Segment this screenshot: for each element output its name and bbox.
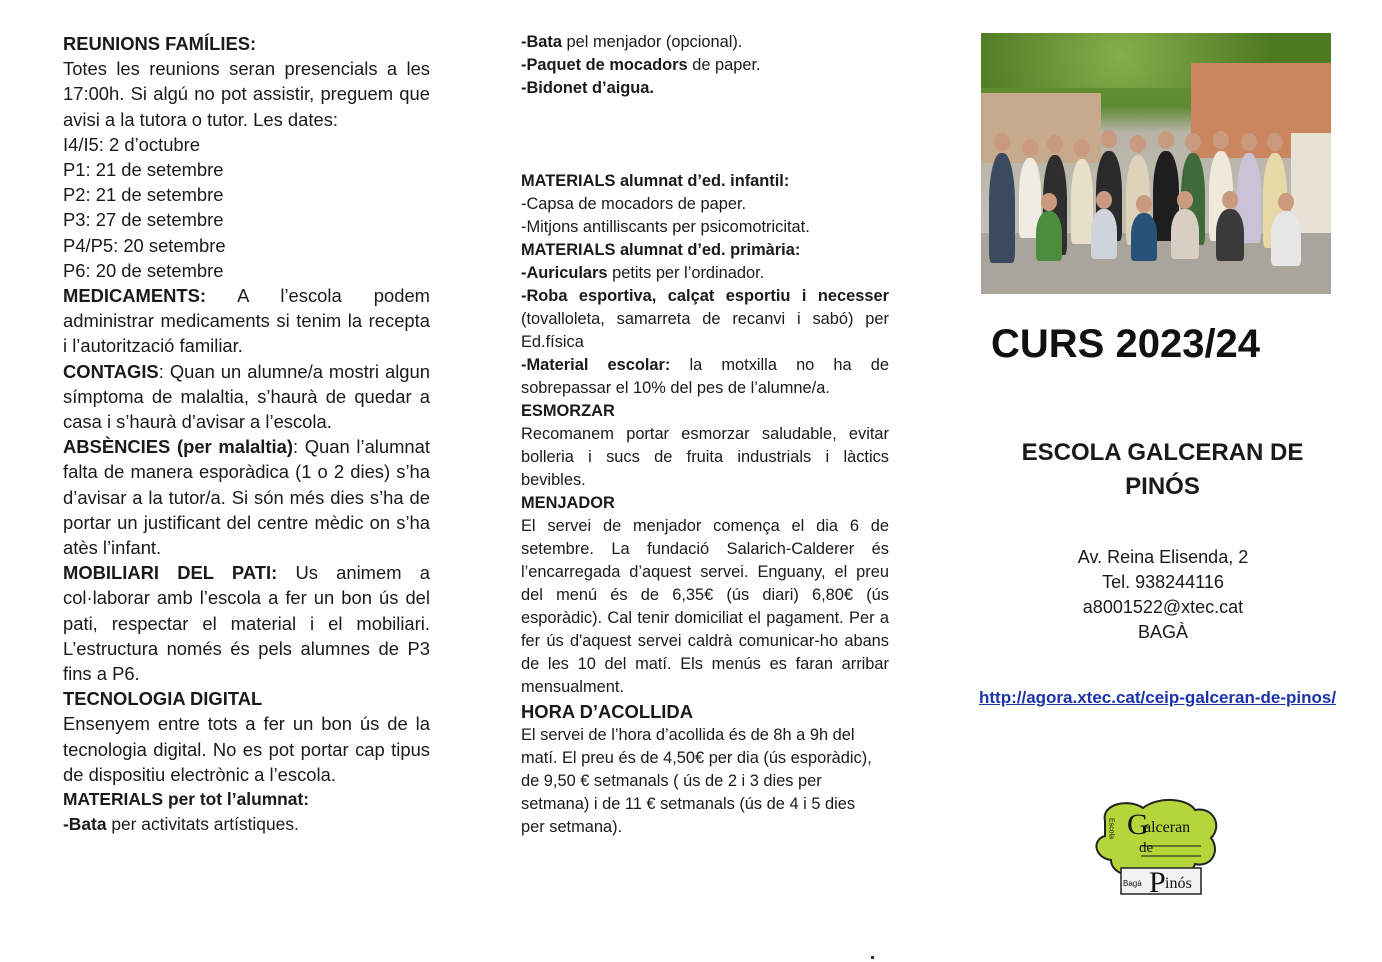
infantil-item: -Capsa de mocadors de paper. — [521, 195, 747, 213]
course-title: CURS 2023/24 — [991, 322, 1261, 366]
logo-inos: inós — [1165, 875, 1192, 892]
medicaments-text: A l’escola podem administrar medicaments si tenim la recepta i l’autorització familiar. — [63, 285, 430, 357]
menjador-title: MENJADOR — [521, 494, 615, 512]
acollida-text: El servei de l’hora d’acollida és de 8h a 9h del matí. El preu és de 4,50€ per dia (ús esporàdic), de 9,50 € setmanals ( ús de 2 i 3 dies per setmana) i de 11 € setmanals (ús de 4 i 5 dies per setmana). — [521, 726, 872, 836]
paquet-item — [521, 54, 889, 77]
bata2-text: pel menjador (opcional). — [562, 33, 743, 51]
esmorzar-title: ESMORZAR — [521, 402, 615, 420]
date-item: P6: 20 de setembre — [63, 259, 224, 281]
contact-block — [1043, 545, 1283, 645]
town: BAGÀ — [1137, 622, 1189, 642]
meeting-dates-list — [63, 132, 430, 283]
contagis-paragraph — [63, 359, 430, 435]
left-column — [63, 0, 430, 838]
roba-label: -Roba esportiva, calçat esportiu i necesser — [521, 287, 889, 305]
medicaments-paragraph — [63, 283, 430, 359]
date-item: P3: 27 de setembre — [63, 209, 224, 231]
material-escolar-text: la motxilla no ha de sobrepassar el 10% del pes de l’alumne/a. — [521, 356, 889, 397]
absencies-paragraph — [63, 434, 430, 560]
tecnologia-title: TECNOLOGIA DIGITAL — [63, 688, 263, 710]
logo-letter-p: P — [1149, 866, 1166, 899]
paquet-label: -Paquet de mocadors — [521, 56, 688, 74]
school-name: ESCOLA GALCERAN DE PINÓS — [1021, 439, 1304, 500]
absencies-title: ABSÈNCIES (per malaltia) — [63, 436, 293, 458]
mobiliari-text: Us animem a col·laborar amb l’escola a fer un bon ús del pati, respectar el material i el mobiliari. L’estructura només és pels alumnes de P3 fins a P6. — [63, 562, 430, 685]
medicaments-title: MEDICAMENTS: — [63, 285, 207, 307]
bata-label: -Bata — [63, 814, 107, 835]
logo-de: de — [1139, 840, 1154, 856]
address: Av. Reina Elisenda, 2 — [1077, 547, 1249, 567]
school-website-link[interactable]: http://agora.xtec.cat/ceip-galceran-de-pinos/ — [979, 688, 1337, 707]
email: a8001522@xtec.cat — [1082, 597, 1244, 617]
tecnologia-text: Ensenyem entre tots a fer un bon ús de la tecnologia digital. No es pot portar cap tipus de dispositiu electrònic a l’escola. — [63, 713, 430, 785]
logo-escola: Escola — [1107, 818, 1115, 840]
bata-menjador-item — [521, 31, 889, 54]
material-escolar-label: -Material escolar: — [521, 356, 671, 374]
bidonet-item: -Bidonet d’aigua. — [521, 79, 654, 97]
roba-text: (tovalloleta, samarreta de recanvi i sabó) per Ed.física — [521, 310, 889, 351]
middle-column — [521, 0, 889, 839]
paquet-text: de paper. — [687, 56, 761, 74]
reunions-text: Totes les reunions seran presencials a les 17:00h. Si algú no pot assistir, preguem que avisi a la tutora o tutor. Les dates: — [63, 58, 430, 130]
logo-letter-g: G — [1127, 808, 1149, 841]
auriculars-label: -Auriculars — [521, 264, 608, 282]
contagis-title: CONTAGIS — [63, 360, 159, 382]
material-escolar-item — [521, 354, 889, 400]
auriculars-text: petits per l’ordinador. — [607, 264, 765, 282]
roba-item — [521, 285, 889, 354]
primaria-title: MATERIALS alumnat d’ed. primària: — [521, 241, 801, 259]
bata2-label: -Bata — [521, 33, 562, 51]
staff-group-photo — [981, 33, 1331, 294]
contagis-text: : Quan un alumne/a mostri algun símptoma de malaltia, s’haurà de quedar a casa i s’haurà d’avisar a l’escola. — [63, 360, 430, 433]
date-item: I4/I5: 2 d’octubre — [63, 133, 200, 155]
reunions-title: REUNIONS FAMÍLIES: — [63, 33, 257, 54]
date-item: P1: 21 de setembre — [63, 159, 224, 181]
infantil-item: -Mitjons antilliscants per psicomotricitat. — [521, 218, 810, 236]
page-dot — [871, 956, 874, 959]
bata-item — [63, 812, 430, 837]
menjador-text: El servei de menjador comença el dia 6 de setembre. La fundació Salarich-Calderer és l’encarregada d’aquest servei. Enguany, el preu del menú és de 6,35€ (ús diari) 6,80€ (ús esporàdic). Cal tenir domiciliat el pagament. Per a fer ús d'aquest servei caldrà comunicar-ho abans de les 10 del matí. Els menús es faran arribar mensualment. — [521, 517, 889, 696]
auriculars-item — [521, 262, 889, 285]
logo-tree-icon — [1083, 796, 1243, 900]
phone: Tel. 938244116 — [1102, 572, 1224, 592]
date-item: P2: 21 de setembre — [63, 184, 224, 206]
acollida-title: HORA D’ACOLLIDA — [521, 701, 693, 722]
absencies-text: : Quan l’alumnat falta de manera esporàdica (1 o 2 dies) s’ha d’avisar a la tutor/a. Si són més dies s’ha de portar un justificant del centre mèdic on s’ha atès l’infant. — [63, 436, 431, 559]
date-item: P4/P5: 20 setembre — [63, 234, 226, 256]
materials-all-title: MATERIALS per tot l’alumnat: — [63, 789, 310, 810]
logo-baga: Bagà — [1123, 879, 1142, 888]
bata-text: per activitats artístiques. — [106, 814, 299, 835]
logo-galceran: alceran — [1144, 819, 1191, 836]
esmorzar-text: Recomanem portar esmorzar saludable, evitar bolleria i sucs de fruita industrials i làctics bevibles. — [521, 425, 889, 489]
mobiliari-paragraph — [63, 560, 430, 686]
mobiliari-title: MOBILIARI DEL PATI: — [63, 562, 278, 584]
infantil-title: MATERIALS alumnat d’ed. infantil: — [521, 172, 790, 190]
school-logo — [1083, 796, 1243, 900]
